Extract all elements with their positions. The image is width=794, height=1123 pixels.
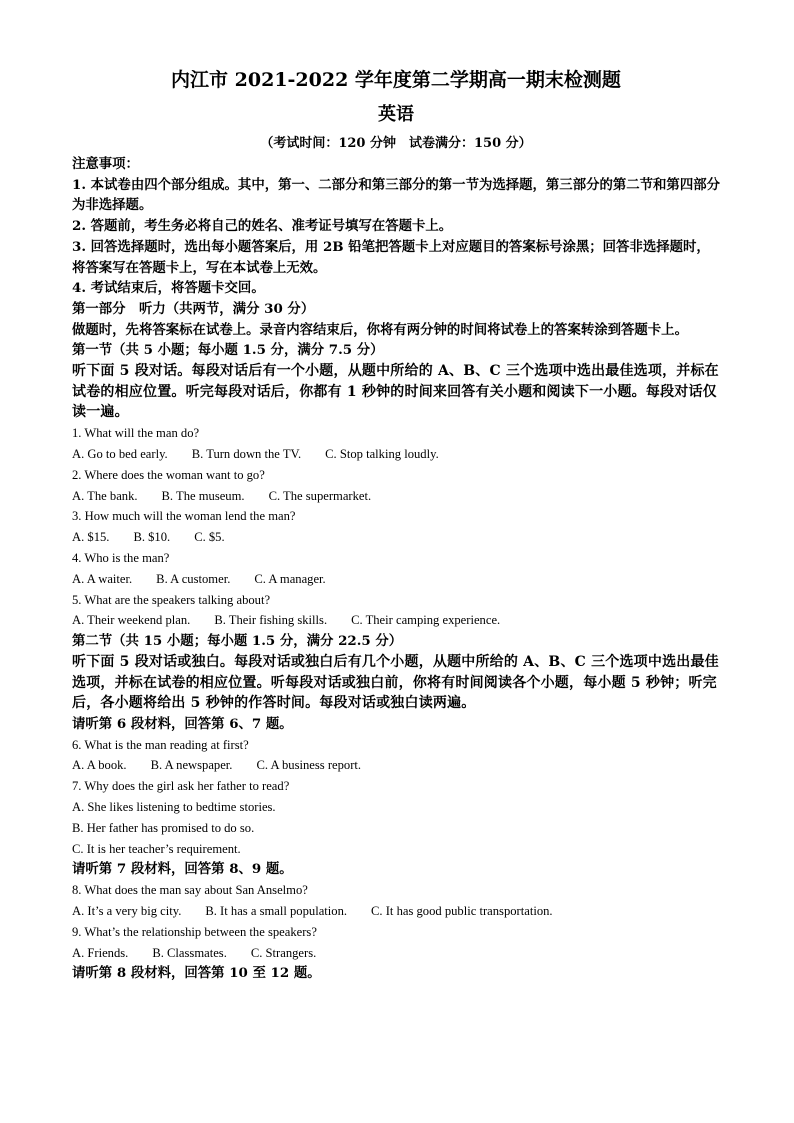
part1-heading: 第一部分 听力（共两节，满分 30 分）	[72, 300, 315, 317]
option-a: A. A book.	[72, 758, 127, 773]
option-c: C. It has good public transportation.	[371, 903, 553, 918]
question-6-options	[72, 755, 720, 776]
question-3: 3. How much will the woman lend the man?	[72, 509, 296, 524]
exam-title: 内江市 2021-2022 学年度第二学期高一期末检测题	[171, 69, 621, 91]
question-5-options	[72, 610, 720, 631]
option-a: A. She likes listening to bedtime stories.	[72, 800, 276, 815]
question-4: 4. Who is the man?	[72, 550, 170, 565]
option-b: B. $10.	[133, 530, 171, 545]
part1-intro: 做题时，先将答案标在试卷上。录音内容结束后，你将有两分钟的时间将试卷上的答案转涂到答题卡上。	[72, 321, 688, 338]
option-b: B. Turn down the TV.	[191, 446, 302, 461]
question-9: 9. What’s the relationship between the speakers?	[72, 924, 317, 939]
material-6-prompt: 请听第 6 段材料，回答第 6、7 题。	[72, 715, 293, 732]
option-b: B. A newspaper.	[150, 758, 233, 773]
option-c: C. It is her teacher’s requirement.	[72, 841, 241, 856]
option-b: B. It has a small population.	[205, 903, 348, 918]
section1-instructions: 听下面 5 段对话。每段对话后有一个小题，从题中所给的 A、B、C 三个选项中选出最佳选项，并标在试卷的相应位置。听完每段对话后，你都有 1 秒钟的时间来回答有关小题和阅读下一小题。每段对话仅读一遍。	[72, 363, 719, 421]
material-7-prompt: 请听第 7 段材料，回答第 8、9 题。	[72, 861, 293, 878]
option-a: A. Friends.	[72, 945, 129, 960]
notice-item-2: 2. 答题前，考生务必将自己的姓名、准考证号填写在答题卡上。	[72, 218, 453, 235]
option-c: C. Stop talking loudly.	[325, 446, 439, 461]
option-a: A. A waiter.	[72, 571, 133, 586]
question-8: 8. What does the man say about San Anselmo?	[72, 883, 308, 898]
question-6: 6. What is the man reading at first?	[72, 737, 249, 752]
option-a: A. Go to bed early.	[72, 446, 168, 461]
option-c: C. Strangers.	[250, 945, 317, 960]
material-8-prompt: 请听第 8 段材料，回答第 10 至 12 题。	[72, 965, 321, 982]
section2-instructions: 听下面 5 段对话或独白。每段对话或独白后有几个小题，从题中所给的 A、B、C 三个选项中选出最佳选项，并标在试卷的相应位置。听每段对话或独白前，你将有时间阅读各个小题，每小题 5 秒钟；听完后，各小题将给出 5 秒钟的作答时间。每段对话或独白读两遍。	[72, 653, 719, 712]
option-b: B. Her father has promised to do so.	[72, 820, 255, 835]
question-5: 5. What are the speakers talking about?	[72, 592, 271, 607]
option-b: B. Classmates.	[152, 945, 227, 960]
option-b: B. Their fishing skills.	[214, 613, 328, 628]
notice-item-1: 1. 本试卷由四个部分组成。其中，第一、二部分和第三部分的第一节为选择题，第三部分的第二节和第四部分为非选择题。	[72, 176, 720, 214]
question-2-options	[72, 486, 720, 507]
option-c: C. A manager.	[254, 571, 326, 586]
option-a: A. Their weekend plan.	[72, 613, 191, 628]
option-c: C. Their camping experience.	[351, 613, 501, 628]
option-a: A. It’s a very big city.	[72, 903, 182, 918]
option-b: B. A customer.	[156, 571, 231, 586]
option-c: C. The supermarket.	[268, 488, 372, 503]
option-c: C. $5.	[194, 530, 225, 545]
subject-title: 英语	[378, 104, 414, 125]
option-c: C. A business report.	[256, 758, 362, 773]
exam-info: （考试时间：120 分钟 试卷满分：150 分）	[260, 136, 532, 151]
question-4-options	[72, 569, 720, 590]
page-content	[72, 68, 720, 984]
option-a: A. $15.	[72, 530, 110, 545]
question-2: 2. Where does the woman want to go?	[72, 467, 265, 482]
notice-item-4: 4. 考试结束后，将答题卡交回。	[72, 280, 265, 297]
question-1: 1. What will the man do?	[72, 426, 200, 441]
section2-heading: 第二节（共 15 小题；每小题 1.5 分，满分 22.5 分）	[72, 633, 403, 650]
question-3-options	[72, 527, 720, 548]
notice-heading: 注意事项：	[72, 156, 139, 172]
option-b: B. The museum.	[161, 488, 245, 503]
section1-heading: 第一节（共 5 小题；每小题 1.5 分，满分 7.5 分）	[72, 342, 384, 359]
question-7: 7. Why does the girl ask her father to read?	[72, 779, 290, 794]
question-8-options	[72, 901, 720, 922]
option-a: A. The bank.	[72, 488, 138, 503]
notice-item-3: 3. 回答选择题时，选出每小题答案后，用 2B 铅笔把答题卡上对应题目的答案标号涂黑；回答非选择题时，将答案写在答题卡上，写在本试卷上无效。	[72, 238, 710, 276]
question-1-options	[72, 444, 720, 465]
question-9-options	[72, 943, 720, 964]
